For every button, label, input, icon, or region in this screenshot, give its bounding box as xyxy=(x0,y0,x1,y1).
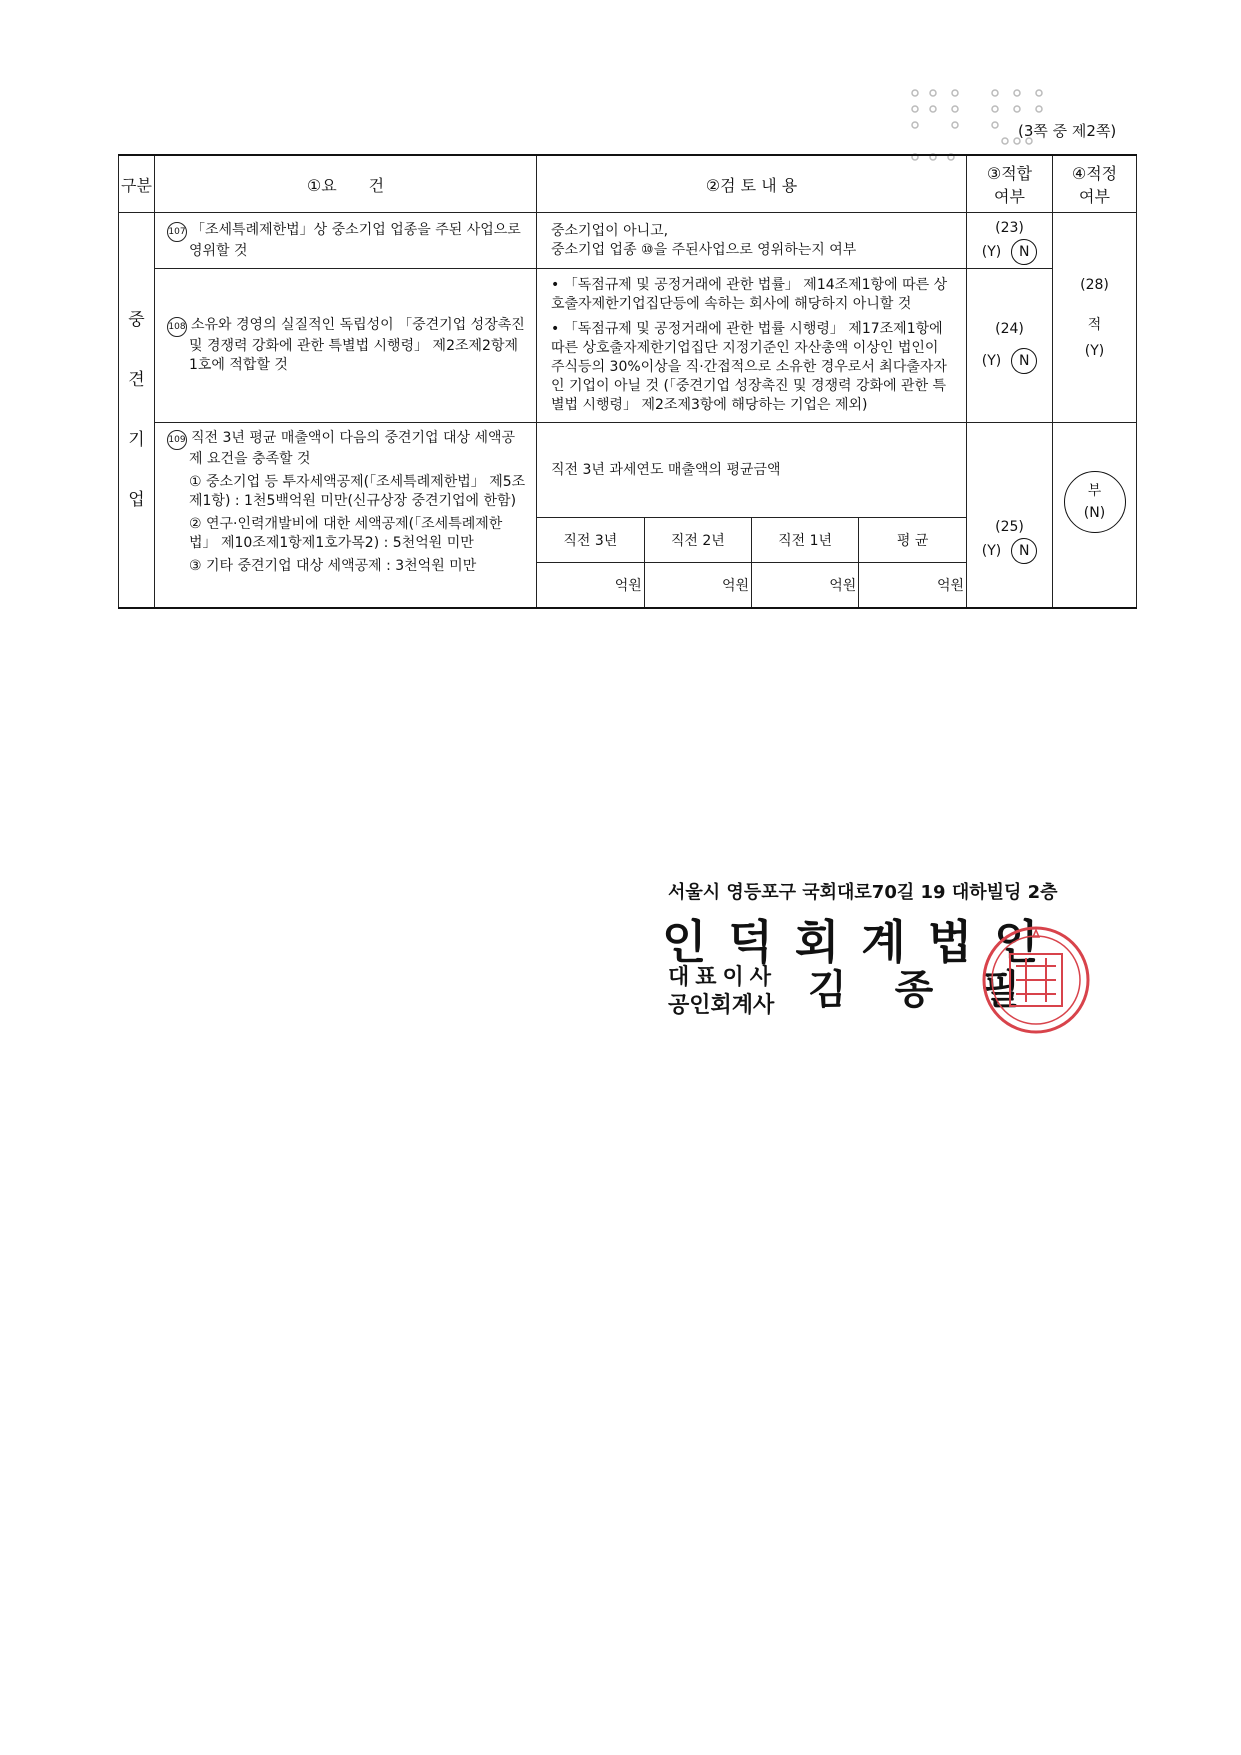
appropriateness-top: (28) 적 (Y) xyxy=(1053,213,1137,423)
header-appropriateness: ④적정 여부 xyxy=(1053,155,1137,213)
item-number-icon: 108 xyxy=(167,317,187,337)
selected-no-circle: N xyxy=(1011,538,1037,564)
review-109: 직전 3년 과세연도 매출액의 평균금액 직전 3년 직전 2년 직전 1년 평 균 억원 억원 억원 억원 xyxy=(537,423,967,609)
result-circle: 부 (N) xyxy=(1064,471,1126,533)
checklist-table xyxy=(118,154,1137,609)
requirement-108: 108 소유와 경영의 실질적인 독립성이 「중견기업 성장촉진 및 경쟁력 강화에 관한 특별법 시행령」 제2조제2항제1호에 적합할 것 xyxy=(155,269,537,423)
suitability-109: (25) (Y) N xyxy=(967,423,1053,609)
appropriateness-bottom xyxy=(1053,423,1137,609)
requirement-107: 107 「조세특례제한법」상 중소기업 업종을 주된 사업으로 영위할 것 xyxy=(155,213,537,269)
header-suitability: ③적합 여부 xyxy=(967,155,1053,213)
review-107: 중소기업이 아니고, 중소기업 업종 ⑩을 주된사업으로 영위하는지 여부 xyxy=(537,213,967,269)
firm-address: 서울시 영등포구 국회대로70길 19 대하빌딩 2층 xyxy=(668,882,1058,903)
review-108: • 「독점규제 및 공정거래에 관한 법률」 제14조제1항에 따른 상호출자제한기업집단등에 속하는 회사에 해당하지 아니할 것 • 「독점규제 및 공정거래에 관한 법률 시행령」 제17조제1항에 따른 상호출자제한기업집단 지정기준인 자산총액 이상인 법인이 주식등의 30%이상을 직·간접적으로 소유한 경우로서 최다출자자인 기업이 아닐 것 (「중견기업 성장촉진 및 경쟁력 강화에 관한 특별법 시행령」 제2조제3항에 해당하는 기업은 제외) xyxy=(537,269,967,423)
representative-name: 김종필 xyxy=(808,967,1068,1013)
category-label: 중 견 기 업 xyxy=(119,213,155,609)
representative-title: 대표이사 xyxy=(668,965,778,990)
item-number-icon: 107 xyxy=(167,222,187,242)
header-requirement: ①요 건 xyxy=(155,155,537,213)
header-review: ②검 토 내 용 xyxy=(537,155,967,213)
suitability-108: (24) (Y) N xyxy=(967,269,1053,423)
header-category: 구분 xyxy=(119,155,155,213)
selected-no-circle: N xyxy=(1011,348,1037,374)
page-indicator: (3쪽 중 제2쪽) xyxy=(1018,122,1117,140)
item-number-icon: 109 xyxy=(167,430,187,450)
selected-no-circle: N xyxy=(1011,239,1037,265)
revenue-table: 직전 3년 직전 2년 직전 1년 평 균 억원 억원 억원 억원 xyxy=(537,517,966,607)
company-seal-icon xyxy=(980,924,1092,1036)
firm-name: 인덕회계법인 xyxy=(662,915,1061,969)
requirement-109: 109 직전 3년 평균 매출액이 다음의 중견기업 대상 세액공제 요건을 충족할 것 ① 중소기업 등 투자세액공제(「조세특례제한법」 제5조제1항) : 1천5백억원 미만(신규상장 중견기업에 한함) ② 연구·인력개발비에 대한 세액공제(「조세특례제한법」 제10조제1항제1호가목2) : 5천억원 미만 ③ 기타 중견기업 대상 세액공제 : 3천억원 미만 xyxy=(155,423,537,609)
suitability-107: (23) (Y) N xyxy=(967,213,1053,269)
cpa-title: 공인회계사 xyxy=(668,993,775,1018)
